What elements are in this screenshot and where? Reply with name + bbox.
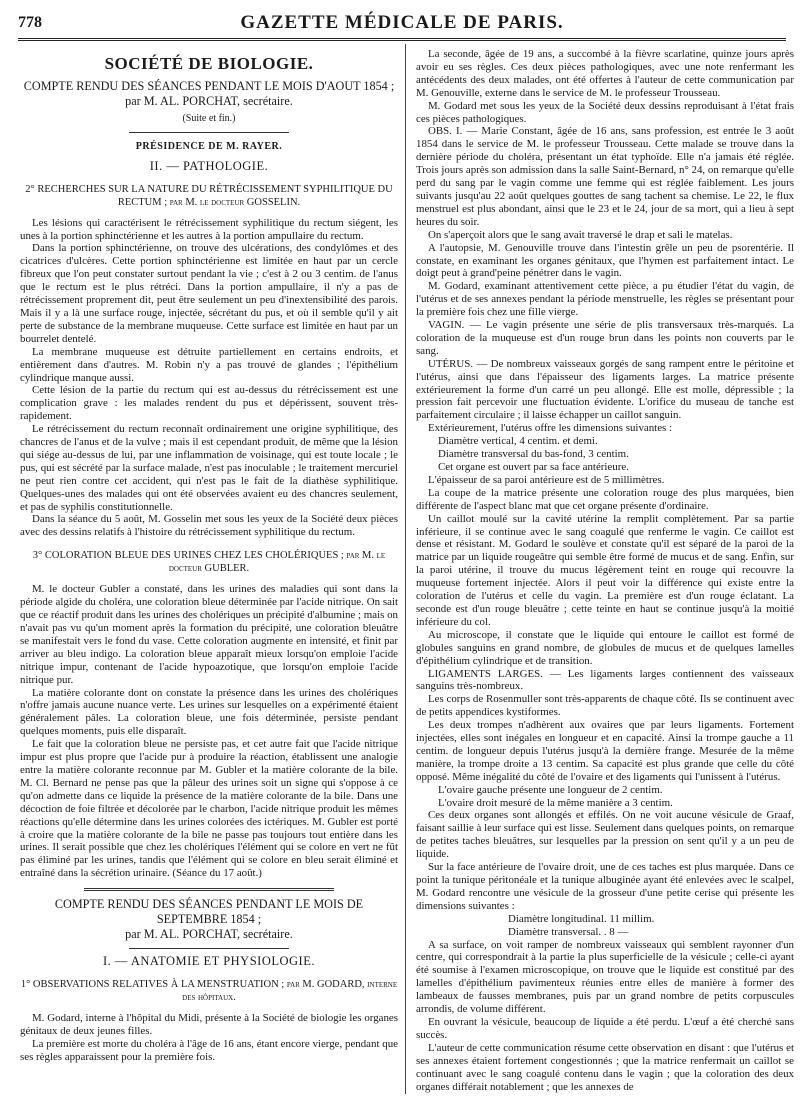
paragraph: Les corps de Rosenmuller sont très-apparents de chaque côté. Ils se continuent avec de petits appendices kystiformes. xyxy=(416,693,794,719)
dimension-line: Cet organe est ouvert par sa face antérieure. xyxy=(438,461,629,473)
paragraph: En ouvrant la vésicule, beaucoup de liquide a été perdu. L'œuf a été cherché sans succès. xyxy=(416,1015,794,1041)
section-anatomie: I. — ANATOMIE ET PHYSIOLOGIE. xyxy=(103,954,315,969)
paragraph: Les deux trompes n'adhèrent aux ovaires que par leurs ligaments. Fortement injectées, elles sont inégales en longueur et en capacité. Ainsi la trompe gauche a 11 centim. de longueur depuis l'utérus jusqu'à la dernière frange. Mesurée de la même manière, la trompe droite a 13 centim. Sa capacité est plus grande que celle du côté opposé. Même inégalité du côté de l'ovaire et des ligaments qui l'unissent à l'utérus. xyxy=(416,719,794,783)
paragraph: M. Godard, interne à l'hôpital du Midi, présente à la Société de biologie les organes génitaux de deux jeunes filles. xyxy=(20,1012,398,1037)
paragraph: Dans la séance du 5 août, M. Gosselin met sous les yeux de la Société deux pièces avec des dessins relatifs à l'histoire du rétrécissement syphilitique du rectum. xyxy=(20,513,398,539)
left-column xyxy=(20,48,398,1093)
paragraph: Cette lésion de la partie du rectum qui est au-dessus du rétrécissement est une complication grave : les malades rendent du pus et dépérissent, souvent très-rapidement. xyxy=(20,384,398,423)
dimension-line: Diamètre vertical, 4 centim. et demi. xyxy=(438,435,598,448)
subsection-urines: 3° COLORATION BLEUE DES URINES CHEZ LES CHOLÉRIQUES ; par M. le docteur GUBLER. xyxy=(32,550,386,575)
paragraph: Le fait que la coloration bleue ne persiste pas, et cet autre fait que l'acide nitrique impur est plus propre que l'acide pur à produire la réaction, établissent une analogie entre la matière colorante reconnue par M. Gubler et la matière colorante de la bile. M. Cl. Bernard ne pense pas que la pâleur des urines soit un signe qui s'oppose à ce qu'on admette dans ce liquide la présence de la matière colorante de la bile. Dans une décoction de foie filtrée et décolorée par le charbon, l'acide nitrique produit les mêmes réactions qu'elle détermine dans les urines colorées des ictériques. M. Gubler est porté à croire que la matière colorante de la bile ne passe pas toujours tout entière dans les urines. Il serait possible que chez les cholériques l'élément qui se colore en vert ne fût pas éliminé par les urines, tandis que l'élément qui se colore en bleu serait éliminé et entraîné dans la sécrétion urinaire. (Séance du 17 août.) xyxy=(20,738,398,880)
paragraph: La seconde, âgée de 19 ans, a succombé à la fièvre scarlatine, quinze jours après avoir eu ses règles. Ces deux pièces pathologiques, avec une note renfermant les antécédents des deux malades, ont été offertes à l'auteur de cette communication par M. Genouville, externe dans le service de M. le professeur Trousseau. xyxy=(416,48,794,99)
paragraph: M. Godard met sous les yeux de la Société deux dessins reproduisant à l'état frais ces pièces pathologiques. xyxy=(416,99,794,125)
divider xyxy=(129,132,289,133)
paragraph: A l'autopsie, M. Genouville trouve dans l'intestin grêle un peu de psorentérie. Il constate, en examinant les organes génitaux, que l'hymen est parfaitement intact. Le doigt peut à grand'peine pénétrer dans le vagin. xyxy=(416,241,794,280)
paragraph: A sa surface, on voit ramper de nombreux vaisseaux qui semblent rayonner d'un centre, qui correspondrait à la partie la plus superficielle de la vésicule ; celle-ci ayant été soumise à l'examen microscopique, on trouve que le liquide est constitué par des lamelles d'épithélium pavimenteux réunies entre elles de manière à former des lambeaux de fausses membranes, puis par un grand nombre de petits corpuscules arrondis, de volume différent. xyxy=(416,938,794,1016)
dimension-line: L'ovaire gauche présente une longueur de 2 centim. xyxy=(438,783,663,796)
continued-note: (Suite et fin.) xyxy=(182,112,236,124)
paragraph: L'auteur de cette communication résume cette observation en disant : que l'utérus et ses annexes étaient fortement congestionnés ; que la matrice renfermait un caillot se continuant avec le sang coagulé contenu dans le vagin ; que la coloration des deux organes différait notablement ; que les annexes de xyxy=(416,1041,794,1093)
page xyxy=(18,0,794,1097)
paragraph: LIGAMENTS LARGES. — Les ligaments larges contiennent des vaisseaux sanguins très-nombreux. xyxy=(416,667,794,693)
right-column xyxy=(416,48,794,1093)
paragraph: La matière colorante dont on constate la présence dans les urines des cholériques n'offre jamais aucune nuance verte. Les urines sur lesquelles on a expérimenté étaient généralement pâles. La coloration bleue, une fois déterminée, persiste pendant quelques moments, puis elle disparaît. xyxy=(20,686,398,738)
measurement-line: Diamètre transversal. . 8 — xyxy=(508,925,629,938)
paragraph: Sur la face antérieure de l'ovaire droit, une de ces taches est plus marquée. Dans ce point la tunique péritonéale et la tunique albuginée ayant été enlevées avec le scalpel, M. Godard rencontre une vésicule de la grosseur d'une petite cerise qui présente les dimensions suivantes : xyxy=(416,861,794,912)
paragraph: La membrane muqueuse est détruite partiellement en certains endroits, et entièrement dans d'autres. M. Robin n'y a pas trouvé de glandes ; l'épithélium cylindrique manque aussi. xyxy=(20,345,398,384)
column-divider xyxy=(405,44,406,1094)
paragraph: Extérieurement, l'utérus offre les dimensions suivantes : xyxy=(428,422,673,435)
paragraph: M. le docteur Gubler a constaté, dans les urines des maladies qui sont dans la période algide du choléra, une coloration bleue déterminée par l'acide nitrique. On sait que ce réactif produit dans les urines des cholériques un précipité d'albumine ; mais on n'avait pas vu qu'un moment après la formation du précipité, une coloration bleuâtre se manifestait vers le fond du vase. Cette coloration augmente en intensité, et finit par arriver au bleu indigo. La coloration bleue apparaît mieux lorsqu'on emploie l'acide nitrique impur, contenant de l'acide hypoazotique, que lorsqu'on emploie l'acide nitrique pur. xyxy=(20,583,398,686)
paragraph: La première est morte du choléra à l'âge de 16 ans, étant encore vierge, pendant que ses règles apparaissent pour la première fois. xyxy=(20,1037,398,1063)
paragraph: Dans la portion sphinctérienne, on trouve des ulcérations, des condylômes et des cicatrices d'ulcères. Cette portion sphinctérienne est limitée en haut par un cercle fibreux que l'on peut constater surtout pendant la vie ; c'est à 2 ou 3 centim. de l'anus que le rectum est le plus rétréci. Dans la portion ampullaire, il n'y a pas de rétrécissement proprement dit, peut être seulement un peu d'inextensibilité des parois. Mais il y a là une surface rouge, injectée, sécrétant du pus, et où il semble qu'il y ait perte de substance de la membrane muqueuse. Cette surface est limitée en haut par un bourrelet dentelé. xyxy=(20,242,398,345)
paragraph: Les lésions qui caractérisent le rétrécissement syphilitique du rectum siégent, les unes à la portion sphinctérienne et les autres à la portion ampullaire du rectum. xyxy=(20,216,398,242)
paragraph: Ces deux organes sont allongés et effilés. On ne voit aucune vésicule de Graaf, faisant saillie à leur surface qui est lisse. Seulement dans quelques points, on remarque de petites taches bleuâtres, sur lesquelles par la pression on sent qu'il y a un peu de liquide. xyxy=(416,809,794,861)
header-rule xyxy=(18,38,786,41)
divider xyxy=(129,948,289,949)
journal-title: GAZETTE MÉDICALE DE PARIS. xyxy=(240,12,564,33)
paragraph: On s'aperçoit alors que le sang avait traversé le drap et sali le matelas. xyxy=(428,228,733,241)
section-pathologie: II. — PATHOLOGIE. xyxy=(149,158,269,173)
paragraph: La coupe de la matrice présente une coloration rouge des plus marquées, bien différente de l'aspect blanc mat que cet organe présente d'ordinaire. xyxy=(416,486,794,512)
paragraph: L'épaisseur de sa paroi antérieure est de 5 millimètres. xyxy=(428,473,665,486)
report-august-author: par M. AL. PORCHAT, secrétaire. xyxy=(125,93,293,108)
section-rule xyxy=(84,888,334,891)
presidency-line: PRÉSIDENCE DE M. RAYER. xyxy=(135,140,283,152)
report-september-title xyxy=(20,897,398,942)
paragraph: Le rétrécissement du rectum reconnaît ordinairement une origine syphilitique, des chancres de l'anus et de la vulve ; mais il est cependant produit, de même que la lésion qui siége au-dessus de lui, par une inflammation de voisinage, qui est toute locale ; le pus, qui est sécrété par la surface malade, n'est pas inoculable ; le traitement mercuriel ne peut rien contre cet accident, qui n'est pas le fait de la diathèse syphilitique. Quelques-unes des malades qui ont été observées avaient eu des chancres seulement, et pas de syphilis constitutionnelle. xyxy=(20,423,398,513)
dimension-line: L'ovaire droit mesuré de la même manière a 3 centim. xyxy=(438,796,673,809)
subsection-menstruation: 1° OBSERVATIONS RELATIVES À LA MENSTRUATION ; par M. GODARD, interne des hôpitaux. xyxy=(20,979,398,1004)
page-number: 778 xyxy=(18,14,42,31)
report-august-title xyxy=(20,79,398,109)
society-heading: SOCIÉTÉ DE BIOLOGIE. xyxy=(104,54,314,73)
paragraph: M. Godard, examinant attentivement cette pièce, a pu étudier l'état du vagin, de l'utérus et de ses annexes pendant la période menstruelle, les règles se présentant pour la première fois chez une fille vierge. xyxy=(416,280,794,319)
paragraph: Au microscope, il constate que le liquide qui entoure le caillot est formé de globules sanguins en grand nombre, de globules de mucus et de quelques lamelles d'épithélium cylindrique et de transition. xyxy=(416,628,794,667)
subsection-rectum: 2° RECHERCHES SUR LA NATURE DU RÉTRÉCISSEMENT SYPHILITIQUE DU RECTUM ; par M. le docteur GOSSELIN. xyxy=(25,183,393,208)
report-september-heading: COMPTE RENDU DES SÉANCES PENDANT LE MOIS DE SEPTEMBRE 1854 ; xyxy=(54,897,364,927)
paragraph: Un caillot moulé sur la cavité utérine la remplit complètement. Par sa partie inférieure, il se continue avec le sang coagulé que renferme le vagin. Ce caillot est dense et résistant. M. Godard le soulève et constate qu'il est séparé de la paroi de la matrice par un liquide rougeâtre qui semble être formé de mucus et de sang. Enfin, sur la paroi utérine, il trouve du mucus légèrement teint en rouge qui recouvre la muqueuse fortement injectée. Alors il peut voir la différence qui existe entre la coloration de l'utérus et celle du vagin. La première est d'un rouge éclatant. La seconde est d'un rouge bleuâtre ; cette teinte en haut se continue jusqu'à la moitié inférieure du col. xyxy=(416,512,794,628)
paragraph: UTÉRUS. — De nombreux vaisseaux gorgés de sang rampent entre le péritoine et l'utérus, ainsi que dans l'épaisseur des ligaments larges. La matrice présente extérieurement la forme d'un carré un peu allongé. Elle est molle, dépressible ; la pression fait percevoir une fluctuation évidente. L'orifice du museau de tanche est parfaitement circulaire ; il laisse échapper un caillot sanguin. xyxy=(416,357,794,422)
dimension-line: Diamètre transversal du bas-fond, 3 centim. xyxy=(438,448,629,461)
report-september-author: par M. AL. PORCHAT, secrétaire. xyxy=(125,927,293,942)
measurement-line: Diamètre longitudinal. 11 millim. xyxy=(508,912,655,925)
running-head xyxy=(18,8,786,36)
paragraph: VAGIN. — Le vagin présente une série de plis transversaux très-marqués. La coloration de la muqueuse est d'un rouge brun dans les points non couverts par le sang. xyxy=(416,319,794,357)
report-august-heading: COMPTE RENDU DES SÉANCES PENDANT LE MOIS D'AOUT 1854 ; xyxy=(23,78,395,93)
paragraph: OBS. I. — Marie Constant, âgée de 16 ans, sans profession, est entrée le 3 août 1854 dans le service de M. le professeur Trousseau. Cette malade se trouve dans la dernière période du choléra, présentant un état typhoïde. Elle n'a jamais été réglée. Trois jours après son admission dans la salle Saint-Bernard, n° 24, on remarque qu'elle perd du sang par le vagin comme une femme qui est réglée faiblement. Les jours suivants jusqu'au 22 août quelques gouttes de sang tachent sa chemise. Le 22, le flux menstruel est plus abondant, ainsi que le 23 et le 24, jour de sa mort, qui a lieu à sept heures du soir. xyxy=(416,125,794,228)
